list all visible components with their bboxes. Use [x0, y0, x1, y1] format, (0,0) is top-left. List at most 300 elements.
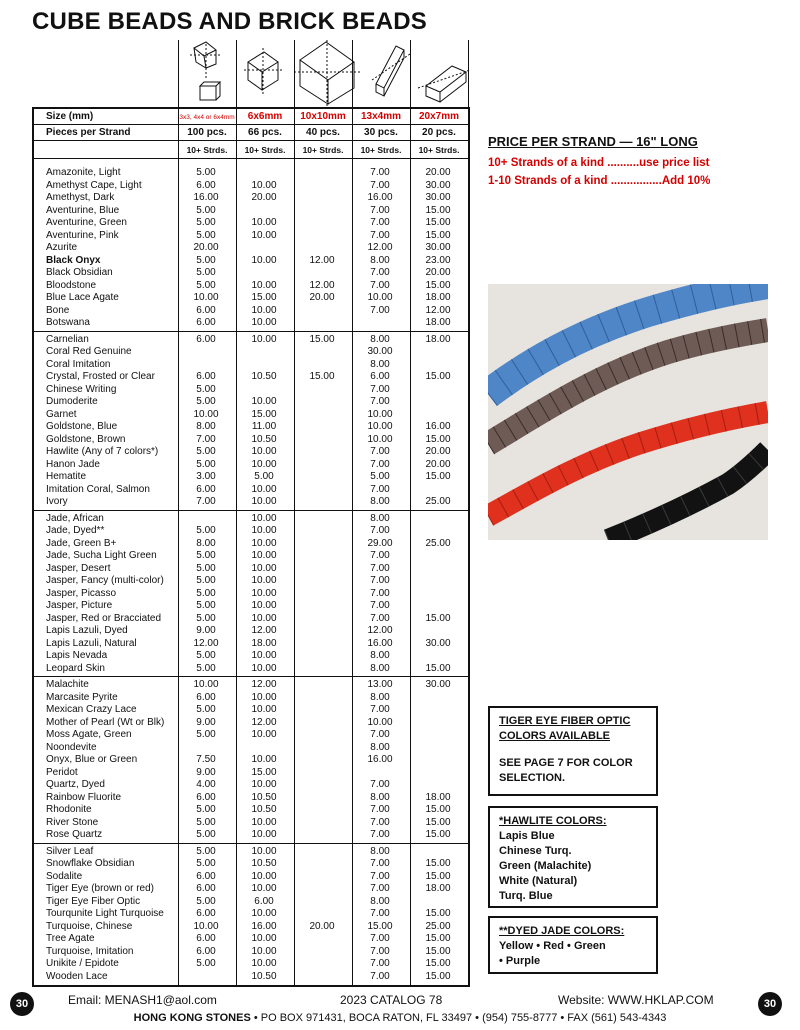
- price-cell: 18.00: [425, 317, 451, 328]
- stone-name: Aventurine, Blue: [46, 204, 120, 216]
- price-cell: 10.50: [251, 371, 277, 382]
- price-cell: 7.00: [370, 179, 390, 191]
- price-cell: 6.00: [196, 333, 216, 345]
- price-cell: 10.00: [251, 829, 277, 840]
- price-cell: 6.00: [370, 371, 390, 382]
- stone-name: Onyx, Blue or Green: [46, 754, 138, 765]
- price-cell: 16.00: [367, 754, 393, 765]
- price-cell: 12.00: [309, 254, 335, 266]
- pieces-col-3: 40 pcs.: [306, 127, 340, 138]
- price-cell: 10.00: [193, 408, 219, 420]
- price-cell: 10.50: [251, 858, 277, 869]
- stone-name: Rose Quartz: [46, 829, 103, 840]
- price-cell: 18.00: [425, 333, 451, 345]
- price-cell: 5.00: [196, 650, 216, 661]
- price-cell: 5.00: [196, 895, 216, 907]
- price-cell: 5.00: [196, 204, 216, 216]
- price-cell: 15.00: [425, 662, 451, 674]
- price-cell: 30.00: [425, 679, 451, 690]
- tiger-eye-title-2: COLORS AVAILABLE: [499, 730, 611, 742]
- price-cell: 10.00: [251, 446, 277, 457]
- table-row: [34, 484, 468, 497]
- price-cell: 10.00: [251, 816, 277, 828]
- price-cell: 15.00: [309, 371, 335, 382]
- table-row: [34, 883, 468, 896]
- table-row: [34, 933, 468, 946]
- price-cell: 4.00: [196, 779, 216, 790]
- table-row: [34, 625, 468, 638]
- price-cell: 15.00: [425, 908, 451, 919]
- price-cell: 5.00: [370, 471, 390, 482]
- stone-name: Quartz, Dyed: [46, 779, 105, 790]
- footer-catalog: 2023 CATALOG 78: [340, 993, 443, 1007]
- size-col-1: 3x3, 4x4 or 6x4mm: [179, 114, 235, 121]
- hawlite-color: Chinese Turq.: [499, 845, 572, 857]
- price-cell: 5.00: [196, 458, 216, 470]
- strands-col-2: 10+ Strds.: [244, 145, 286, 155]
- pieces-col-4: 30 pcs.: [364, 127, 398, 138]
- price-cell: 6.00: [196, 179, 216, 191]
- price-cell: 7.00: [370, 933, 390, 944]
- price-cell: 6.00: [196, 883, 216, 894]
- price-cell: 5.00: [196, 804, 216, 815]
- table-row: [34, 754, 468, 767]
- footer-address: • PO BOX 971431, BOCA RATON, FL 33497 • (954) 755-8777 • FAX (561) 543-4343: [250, 1012, 667, 1024]
- price-cell: 5.00: [196, 829, 216, 840]
- price-cell: 20.00: [425, 446, 451, 457]
- price-cell: 10.00: [251, 883, 277, 894]
- stone-name: Amethyst, Dark: [46, 192, 115, 203]
- price-cell: 5.00: [196, 446, 216, 457]
- price-cell: 10.00: [251, 650, 277, 661]
- price-cell: 10.00: [251, 779, 277, 790]
- table-row: [34, 192, 468, 205]
- stone-name: Aventurine, Green: [46, 217, 127, 228]
- price-cell: 20.00: [309, 920, 335, 932]
- pieces-label: Pieces per Strand: [46, 127, 131, 138]
- hawlite-color: Lapis Blue: [499, 830, 555, 842]
- stone-name: Unikite / Epidote: [46, 958, 119, 969]
- stone-name: Chinese Writing: [46, 383, 117, 395]
- price-cell: 5.00: [196, 729, 216, 740]
- price-cell: 7.00: [370, 883, 390, 894]
- price-cell: 7.00: [370, 483, 390, 495]
- price-cell: 15.00: [425, 433, 451, 445]
- dyed-jade-colors-box: [488, 916, 658, 974]
- price-cell: 10.00: [251, 845, 277, 857]
- price-cell: 8.00: [370, 691, 390, 703]
- table-row: [34, 242, 468, 255]
- price-cell: 10.00: [193, 679, 219, 690]
- stone-name: Jade, Green B+: [46, 537, 117, 549]
- price-cell: 30.00: [425, 242, 451, 253]
- price-cell: 10.00: [251, 600, 277, 611]
- price-cell: 6.00: [196, 304, 216, 316]
- price-cell: 12.00: [367, 625, 393, 636]
- price-cell: 15.00: [425, 858, 451, 869]
- price-cell: 7.00: [370, 562, 390, 574]
- stone-name: Tourqunite Light Turquoise: [46, 908, 164, 919]
- table-row: [34, 409, 468, 422]
- price-cell: 15.00: [425, 970, 451, 982]
- price-cell: 10.00: [251, 512, 277, 524]
- price-cell: 7.00: [370, 779, 390, 790]
- price-cell: 7.00: [370, 829, 390, 840]
- price-cell: 15.00: [251, 408, 277, 420]
- price-cell: 10.00: [251, 870, 277, 882]
- price-cell: 20.00: [425, 167, 451, 178]
- price-cell: 15.00: [425, 958, 451, 969]
- table-row: [34, 167, 468, 180]
- price-cell: 5.00: [196, 254, 216, 266]
- price-cell: 6.00: [196, 371, 216, 382]
- price-table: [32, 107, 470, 987]
- price-cell: 18.00: [425, 292, 451, 303]
- price-cell: 7.00: [370, 204, 390, 216]
- table-row: [34, 459, 468, 472]
- price-cell: 29.00: [367, 537, 393, 549]
- price-cell: 10.00: [251, 333, 277, 345]
- price-cell: 25.00: [425, 920, 451, 932]
- price-cell: 10.00: [367, 408, 393, 420]
- price-cell: 12.00: [425, 304, 451, 316]
- stone-name: Jade, Sucha Light Green: [46, 550, 157, 561]
- price-cell: 10.00: [367, 716, 393, 728]
- price-cell: 15.00: [425, 870, 451, 882]
- price-cell: 8.00: [370, 333, 390, 345]
- price-cell: 15.00: [251, 292, 277, 303]
- group-divider: [34, 843, 468, 844]
- price-cell: 10.00: [251, 562, 277, 574]
- price-cell: 5.00: [196, 167, 216, 178]
- stone-name: Turquoise, Imitation: [46, 945, 134, 957]
- table-row: [34, 613, 468, 626]
- price-cell: 30.00: [425, 179, 451, 191]
- table-row: [34, 742, 468, 755]
- price-cell: 15.00: [251, 766, 277, 778]
- price-cell: 5.00: [254, 471, 274, 482]
- dyed-jade-line-2: • Purple: [499, 955, 541, 967]
- bead-strands-photo: [488, 284, 768, 540]
- dyed-jade-title: **DYED JADE COLORS:: [499, 925, 625, 937]
- page-number-right: 30: [758, 992, 782, 1016]
- stone-name: Jasper, Picture: [46, 600, 113, 611]
- price-cell: 8.00: [370, 650, 390, 661]
- price-cell: 7.00: [370, 958, 390, 969]
- price-cell: 10.00: [251, 612, 277, 624]
- price-cell: 9.00: [196, 716, 216, 728]
- price-cell: 7.50: [196, 754, 216, 765]
- price-cell: 6.00: [196, 870, 216, 882]
- tiger-eye-box: [488, 706, 658, 796]
- price-cell: 7.00: [370, 446, 390, 457]
- price-cell: 5.00: [196, 600, 216, 611]
- stone-name: River Stone: [46, 816, 99, 828]
- table-row: [34, 600, 468, 613]
- price-cell: 7.00: [370, 908, 390, 919]
- stone-name: Tiger Eye Fiber Optic: [46, 895, 141, 907]
- price-cell: 7.00: [196, 496, 216, 507]
- stone-name: Hawlite (Any of 7 colors*): [46, 446, 159, 457]
- price-cell: 12.00: [367, 242, 393, 253]
- stone-name: Rhodonite: [46, 804, 92, 815]
- price-cell: 10.00: [251, 945, 277, 957]
- table-row: [34, 317, 468, 330]
- price-cell: 5.00: [196, 858, 216, 869]
- price-cell: 10.00: [251, 729, 277, 740]
- price-cell: 16.00: [193, 192, 219, 203]
- table-row: [34, 704, 468, 717]
- table-row: [34, 550, 468, 563]
- price-cell: 5.00: [196, 383, 216, 395]
- icon-dividers: [178, 40, 470, 107]
- price-cell: 9.00: [196, 766, 216, 778]
- stone-name: Amethyst Cape, Light: [46, 179, 142, 191]
- price-cell: 5.00: [196, 958, 216, 969]
- price-cell: 7.00: [370, 167, 390, 178]
- page-title: CUBE BEADS AND BRICK BEADS: [32, 8, 428, 35]
- price-cell: 10.00: [251, 754, 277, 765]
- table-row: [34, 817, 468, 830]
- table-row: [34, 421, 468, 434]
- stone-name: Blue Lace Agate: [46, 292, 119, 303]
- price-cell: 5.00: [196, 229, 216, 241]
- price-cell: 7.00: [370, 870, 390, 882]
- price-cell: 10.00: [251, 254, 277, 266]
- footer-email[interactable]: Email: MENASH1@aol.com: [68, 993, 217, 1007]
- price-cell: 10.00: [251, 662, 277, 674]
- price-cell: 18.00: [251, 637, 277, 649]
- price-cell: 8.00: [370, 895, 390, 907]
- strands-col-5: 10+ Strds.: [418, 145, 460, 155]
- price-cell: 12.00: [193, 637, 219, 649]
- price-cell: 7.00: [370, 945, 390, 957]
- hawlite-title: *HAWLITE COLORS:: [499, 815, 607, 827]
- price-cell: 16.00: [251, 920, 277, 932]
- price-cell: 7.00: [196, 433, 216, 445]
- price-cell: 8.00: [370, 845, 390, 857]
- tiger-eye-note-2: SELECTION.: [499, 772, 566, 784]
- footer-address-line: [0, 1012, 800, 1024]
- price-cell: 10.50: [251, 433, 277, 445]
- stone-name: Moss Agate, Green: [46, 729, 132, 740]
- price-cell: 15.00: [425, 945, 451, 957]
- stone-name: Tiger Eye (brown or red): [46, 883, 154, 894]
- size-col-4: 13x4mm: [360, 111, 402, 122]
- stone-name: Carnelian: [46, 333, 89, 345]
- price-cell: 8.00: [370, 741, 390, 753]
- stone-name: Malachite: [46, 679, 89, 690]
- table-row: [34, 525, 468, 538]
- table-row: [34, 217, 468, 230]
- price-cell: 10.00: [251, 550, 277, 561]
- price-cell: 15.00: [425, 279, 451, 291]
- stone-name: Crystal, Frosted or Clear: [46, 371, 155, 382]
- stone-name: Coral Red Genuine: [46, 346, 132, 357]
- page-number-left: 30: [10, 992, 34, 1016]
- price-cell: 15.00: [425, 816, 451, 828]
- stone-name: Goldstone, Brown: [46, 433, 126, 445]
- size-col-2: 6x6mm: [247, 111, 283, 122]
- price-cell: 9.00: [196, 625, 216, 636]
- price-cell: 5.00: [196, 217, 216, 228]
- price-cell: 5.00: [196, 816, 216, 828]
- price-cell: 10.00: [367, 433, 393, 445]
- table-row: [34, 729, 468, 742]
- price-cell: 7.00: [370, 279, 390, 291]
- price-cell: 7.00: [370, 729, 390, 740]
- price-cell: 20.00: [309, 292, 335, 303]
- price-cell: 6.00: [196, 908, 216, 919]
- price-cell: 7.00: [370, 217, 390, 228]
- tiger-eye-title-1: TIGER EYE FIBER OPTIC: [499, 715, 631, 727]
- stone-name: Rainbow Fluorite: [46, 791, 122, 803]
- table-row: [34, 958, 468, 971]
- table-row: [34, 446, 468, 459]
- price-cell: 10.00: [251, 958, 277, 969]
- hawlite-color: White (Natural): [499, 875, 578, 887]
- stone-name: Marcasite Pyrite: [46, 691, 118, 703]
- stone-name: Jade, Dyed**: [46, 525, 105, 536]
- price-cell: 6.00: [196, 933, 216, 944]
- price-cell: 10.00: [251, 587, 277, 599]
- price-cell: 6.00: [196, 945, 216, 957]
- footer-website[interactable]: Website: WWW.HKLAP.COM: [558, 993, 714, 1007]
- table-row: [34, 334, 468, 347]
- price-cell: 20.00: [425, 267, 451, 278]
- price-cell: 10.00: [367, 421, 393, 432]
- table-row: [34, 371, 468, 384]
- group-divider: [34, 676, 468, 677]
- price-cell: 10.00: [251, 575, 277, 586]
- table-row: [34, 692, 468, 705]
- price-cell: 10.00: [251, 279, 277, 291]
- table-row: [34, 858, 468, 871]
- tiger-eye-note-1: SEE PAGE 7 FOR COLOR: [499, 757, 633, 769]
- stone-name: Dumoderite: [46, 396, 98, 407]
- stone-name: Jasper, Desert: [46, 562, 111, 574]
- stone-name: Lapis Lazuli, Natural: [46, 637, 137, 649]
- stone-name: Lapis Lazuli, Dyed: [46, 625, 128, 636]
- price-cell: 5.00: [196, 587, 216, 599]
- table-row: [34, 829, 468, 842]
- stone-name: Leopard Skin: [46, 662, 105, 674]
- table-row: [34, 205, 468, 218]
- price-cell: 7.00: [370, 458, 390, 470]
- table-row: [34, 588, 468, 601]
- price-cell: 10.00: [251, 537, 277, 549]
- size-col-5: 20x7mm: [418, 111, 460, 122]
- price-cell: 7.00: [370, 267, 390, 278]
- price-cell: 5.00: [196, 704, 216, 715]
- price-cell: 15.00: [425, 471, 451, 482]
- price-cell: 10.00: [193, 292, 219, 303]
- stone-name: Bone: [46, 304, 70, 316]
- table-row: [34, 792, 468, 805]
- price-cell: 7.00: [370, 575, 390, 586]
- table-row: [34, 846, 468, 859]
- stone-name: Sodalite: [46, 870, 83, 882]
- hawlite-color: Green (Malachite): [499, 860, 592, 872]
- stone-name: Azurite: [46, 242, 78, 253]
- size-col-3: 10x10mm: [300, 111, 346, 122]
- table-row: [34, 471, 468, 484]
- price-cell: 8.00: [370, 512, 390, 524]
- price-cell: 18.00: [425, 883, 451, 894]
- price-cell: 15.00: [425, 217, 451, 228]
- price-cell: 10.00: [367, 292, 393, 303]
- size-label: Size (mm): [46, 111, 94, 122]
- price-cell: 7.00: [370, 525, 390, 536]
- table-row: [34, 267, 468, 280]
- table-row: [34, 971, 468, 984]
- table-row: [34, 650, 468, 663]
- price-cell: 5.00: [196, 525, 216, 536]
- stone-name: Peridot: [46, 766, 78, 778]
- stone-name: Jade, African: [46, 512, 104, 524]
- price-cell: 6.00: [196, 791, 216, 803]
- price-cell: 25.00: [425, 496, 451, 507]
- price-cell: 6.00: [196, 691, 216, 703]
- pricing-line-small: 1-10 Strands of a kind ................Add 10%: [488, 175, 711, 187]
- table-row: [34, 563, 468, 576]
- price-cell: 3.00: [196, 471, 216, 482]
- stone-name: Tree Agate: [46, 933, 95, 944]
- price-cell: 13.00: [367, 679, 393, 690]
- price-cell: 8.00: [370, 358, 390, 370]
- price-cell: 8.00: [370, 254, 390, 266]
- price-cell: 7.00: [370, 858, 390, 869]
- price-cell: 8.00: [370, 662, 390, 674]
- strands-col-1: 10+ Strds.: [186, 145, 228, 155]
- price-cell: 7.00: [370, 816, 390, 828]
- price-cell: 7.00: [370, 550, 390, 561]
- price-cell: 7.00: [370, 587, 390, 599]
- stone-name: Turquoise, Chinese: [46, 920, 133, 932]
- price-cell: 5.00: [196, 612, 216, 624]
- price-cell: 7.00: [370, 970, 390, 982]
- price-cell: 10.00: [251, 304, 277, 316]
- price-cell: 5.00: [196, 575, 216, 586]
- price-cell: 23.00: [425, 254, 451, 266]
- price-cell: 10.00: [251, 179, 277, 191]
- table-row: [34, 346, 468, 359]
- table-row: [34, 575, 468, 588]
- price-cell: 15.00: [425, 829, 451, 840]
- price-cell: 30.00: [425, 192, 451, 203]
- price-cell: 10.00: [251, 317, 277, 328]
- stone-name: Bloodstone: [46, 279, 97, 291]
- price-cell: 6.00: [254, 895, 274, 907]
- stone-name: Hematite: [46, 471, 87, 482]
- table-row: [34, 292, 468, 305]
- price-cell: 25.00: [425, 537, 451, 549]
- price-cell: 6.00: [196, 317, 216, 328]
- table-row: [34, 384, 468, 397]
- price-cell: 20.00: [193, 242, 219, 253]
- stone-name: Jasper, Red or Bracciated: [46, 612, 162, 624]
- stone-name: Goldstone, Blue: [46, 421, 118, 432]
- pieces-col-1: 100 pcs.: [187, 127, 227, 138]
- stone-name: Mother of Pearl (Wt or Blk): [46, 716, 165, 728]
- price-cell: 7.00: [370, 704, 390, 715]
- price-cell: 10.50: [251, 970, 277, 982]
- price-cell: 15.00: [425, 204, 451, 216]
- stone-name: Black Onyx: [46, 254, 101, 266]
- stone-name: Jasper, Fancy (multi-color): [46, 575, 164, 586]
- table-row: [34, 717, 468, 730]
- table-row: [34, 804, 468, 817]
